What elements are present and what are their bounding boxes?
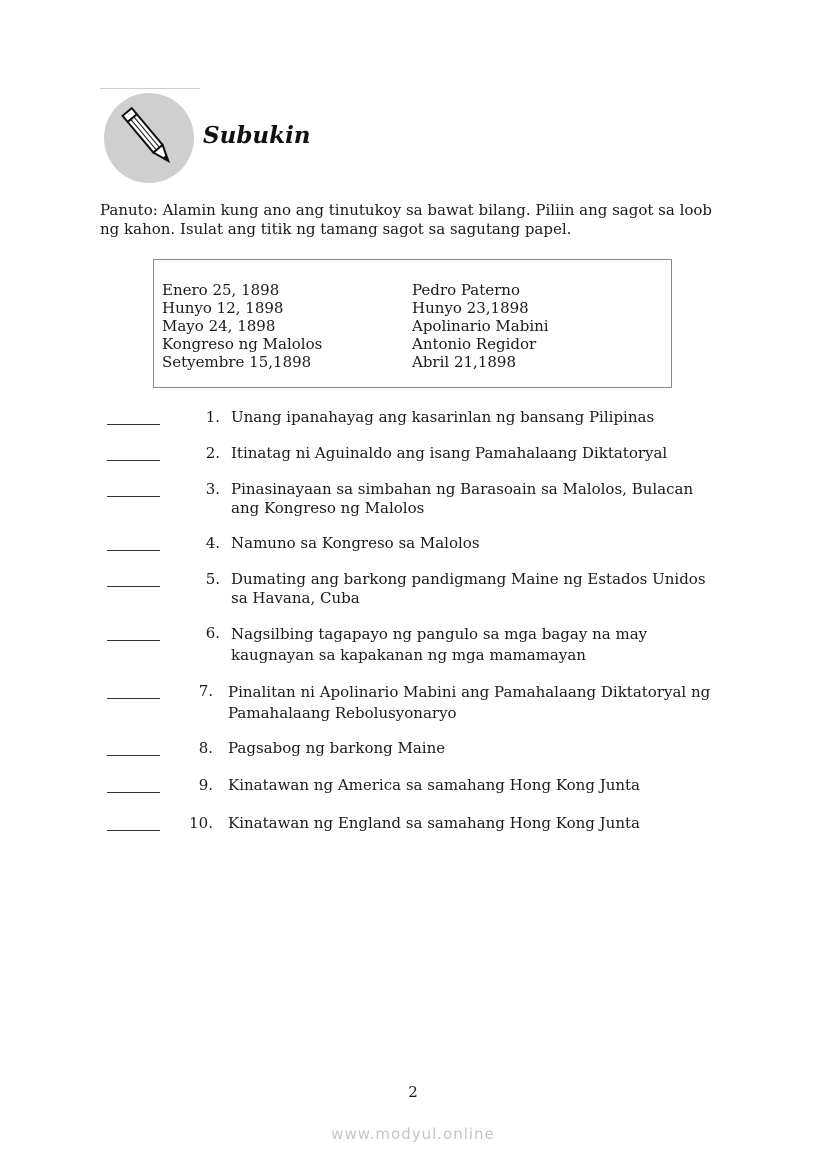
choice-item: Abril 21,1898	[412, 353, 516, 371]
pencil-badge	[104, 93, 194, 183]
answer-blank[interactable]	[107, 739, 160, 756]
answer-blank[interactable]	[107, 534, 160, 551]
directions-text: Panuto: Alamin kung ano ang tinutukoy sa bawat bilang. Piliin ang sagot sa loob ng kahon. Isulat ang titik ng tamang sagot sa sagutang papel.	[100, 201, 713, 238]
choices-left-column	[162, 281, 322, 371]
choices-right-column	[412, 281, 549, 371]
question-text: Itinatag ni Aguinaldo ang isang Pamahalaang Diktatoryal	[231, 444, 668, 462]
answer-blank[interactable]	[107, 570, 160, 587]
question-text: Nagsilbing tagapayo ng pangulo sa mga bagay na may	[231, 625, 648, 643]
choices-box	[153, 259, 672, 388]
question-number: 9.	[198, 776, 213, 794]
question-number: 7.	[198, 682, 213, 700]
question-text: Kinatawan ng England sa samahang Hong Kong Junta	[228, 814, 640, 832]
watermark: www.modyul.online	[331, 1125, 495, 1143]
choice-item: Mayo 24, 1898	[162, 317, 276, 335]
answer-blank[interactable]	[107, 682, 160, 699]
page-number: 2	[408, 1083, 418, 1101]
answer-blank[interactable]	[107, 776, 160, 793]
question-text: Namuno sa Kongreso sa Malolos	[231, 534, 480, 552]
question-text: kaugnayan sa kapakanan ng mga mamamayan	[231, 646, 586, 664]
choice-item: Antonio Regidor	[412, 335, 537, 353]
question-text: ang Kongreso ng Malolos	[231, 499, 425, 517]
question-number: 8.	[198, 739, 213, 757]
question-number: 10.	[189, 814, 213, 832]
question-number: 4.	[205, 534, 220, 552]
answer-blank[interactable]	[107, 814, 160, 831]
question-text: Unang ipanahayag ang kasarinlan ng bansang Pilipinas	[231, 408, 655, 426]
choice-item: Hunyo 12, 1898	[162, 299, 284, 317]
question-number: 1.	[205, 408, 220, 426]
section-title: Subukin	[203, 122, 311, 149]
choice-item: Pedro Paterno	[412, 281, 520, 299]
choice-item: Enero 25, 1898	[162, 281, 280, 299]
question-text: Pagsabog ng barkong Maine	[228, 739, 446, 757]
question-text: Pinalitan ni Apolinario Mabini ang Pamahalaang Diktatoryal ng	[228, 683, 711, 701]
question-text: Dumating ang barkong pandigmang Maine ng Estados Unidos	[231, 570, 706, 588]
question-number: 3.	[205, 480, 220, 498]
question-text: Pinasinayaan sa simbahan ng Barasoain sa Malolos, Bulacan	[231, 480, 694, 498]
answer-blank[interactable]	[107, 480, 160, 497]
question-number: 2.	[205, 444, 220, 462]
answer-blank[interactable]	[107, 408, 160, 425]
question-number: 6.	[205, 624, 220, 642]
answer-blank[interactable]	[107, 624, 160, 641]
question-text: Pamahalaang Rebolusyonaryo	[228, 704, 457, 722]
choice-item: Kongreso ng Malolos	[162, 335, 323, 353]
pencil-icon	[104, 93, 194, 183]
choice-item: Apolinario Mabini	[412, 317, 549, 335]
top-rule	[100, 88, 200, 89]
question-number: 5.	[205, 570, 220, 588]
question-text: sa Havana, Cuba	[231, 589, 360, 607]
choice-item: Setyembre 15,1898	[162, 353, 312, 371]
choice-item: Hunyo 23,1898	[412, 299, 529, 317]
answer-blank[interactable]	[107, 444, 160, 461]
question-text: Kinatawan ng America sa samahang Hong Kong Junta	[228, 776, 640, 794]
